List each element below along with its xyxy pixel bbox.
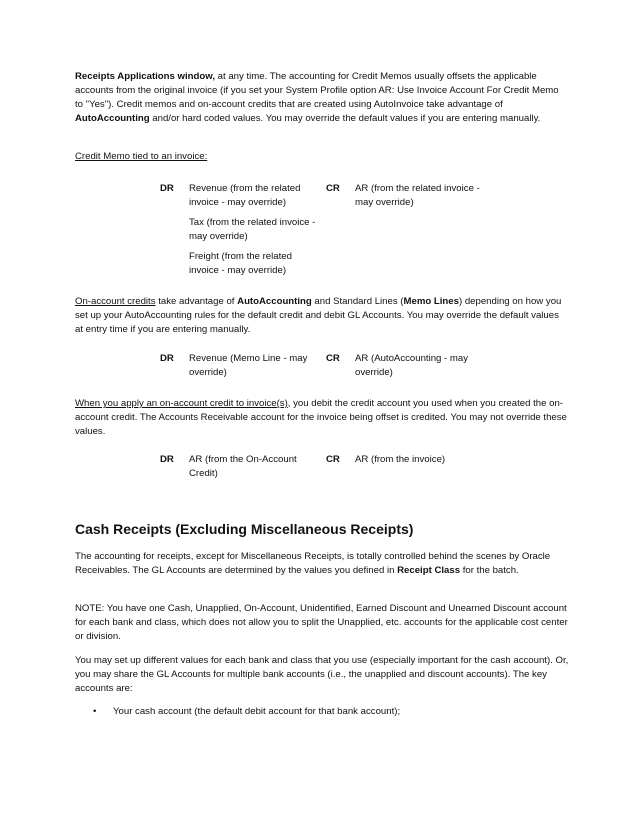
receipts-paragraph — [75, 550, 569, 578]
entry1-credit-ar: AR (from the related invoice - may override) — [355, 183, 480, 208]
p4-text-a: The accounting for receipts, except for Miscellaneous Receipts, is totally controlled behind the scenes by Oracle Receivables. The GL Accounts are determined by the values you defined in — [75, 551, 551, 576]
p3-text: , you debit the credit account you used when you created the on-account credit. The Accounts Receivable account for the invoice being offset is credited. You may not override these values. — [75, 398, 567, 437]
p2-text-a: take advantage of — [155, 296, 238, 307]
bullet-dot-icon: • — [93, 706, 97, 717]
apply-credit-link: When you apply an on-account credit to invoice(s) — [75, 398, 288, 409]
intro-lead: Receipts Applications window, — [75, 71, 216, 82]
entry1-debit-tax: Tax (from the related invoice - may override) — [189, 217, 316, 242]
entry1-dr: DR — [160, 183, 174, 194]
journal-entry-credit-memo — [75, 182, 569, 278]
entry2-debit: Revenue (Memo Line - may override) — [189, 353, 308, 378]
intro-bold-term: AutoAccounting — [75, 113, 150, 124]
apply-credit-paragraph — [75, 397, 569, 439]
section-heading: Cash Receipts (Excluding Miscellaneous Receipts) — [75, 521, 414, 537]
entry3-dr: DR — [160, 454, 174, 465]
entry1-debit-revenue: Revenue (from the related invoice - may override) — [189, 183, 301, 208]
entry2-dr: DR — [160, 353, 174, 364]
intro-text-b: and/or hard coded values. You may override the default values if you are entering manually. — [149, 113, 541, 124]
entry3-debit: AR (from the On-Account Credit) — [189, 454, 297, 479]
on-account-link: On-account credits — [75, 296, 156, 307]
p2-bold-autoaccounting: AutoAccounting — [237, 296, 312, 307]
p4-bold-receipt-class: Receipt Class — [397, 565, 461, 576]
entry2-cr: CR — [326, 353, 340, 364]
on-account-paragraph — [75, 295, 569, 337]
note-paragraph: NOTE: You have one Cash, Unapplied, On-Account, Unidentified, Earned Discount and Unearned Discount account for each bank and class, which does not allow you to split the Unapplied, etc. accounts for the applicable cost center or division. — [75, 603, 568, 642]
journal-entry-on-account — [75, 352, 569, 392]
p4-text-b: for the batch. — [460, 565, 519, 576]
entry3-credit: AR (from the invoice) — [355, 454, 446, 465]
key-accounts-paragraph: You may set up different values for each bank and class that you use (especially important for the cash account). Or, you may share the GL Accounts for multiple bank accounts (i.e., the unapplied and discount accounts). The key accounts are: — [75, 655, 569, 694]
entry1-debit-freight: Freight (from the related invoice - may override) — [189, 251, 292, 276]
credit-memo-heading: Credit Memo tied to an invoice: — [75, 151, 208, 162]
intro-paragraph — [75, 70, 569, 126]
p2-text-b: and Standard Lines ( — [311, 296, 404, 307]
entry1-cr: CR — [326, 183, 340, 194]
list-item: Your cash account (the default debit account for that bank account); — [113, 706, 401, 717]
p2-bold-memo-lines: Memo Lines — [403, 296, 459, 307]
p2-text-c: ) depending on how you set up your AutoAccounting rules for the default credit and debit GL Accounts. You may override the default values at entry time if you are entering manually. — [75, 296, 562, 335]
journal-entry-apply-credit — [75, 453, 569, 493]
entry2-credit: AR (AutoAccounting - may override) — [355, 353, 469, 378]
entry3-cr: CR — [326, 454, 340, 465]
intro-text-a: at any time. The accounting for Credit Memos usually offsets the applicable accounts from the original invoice (if you set your System Profile option AR: Use Invoice Account For Credit Memo to "Yes"). Credit memos and on-account credits that are created using AutoInvoice take advantage of — [75, 71, 559, 110]
